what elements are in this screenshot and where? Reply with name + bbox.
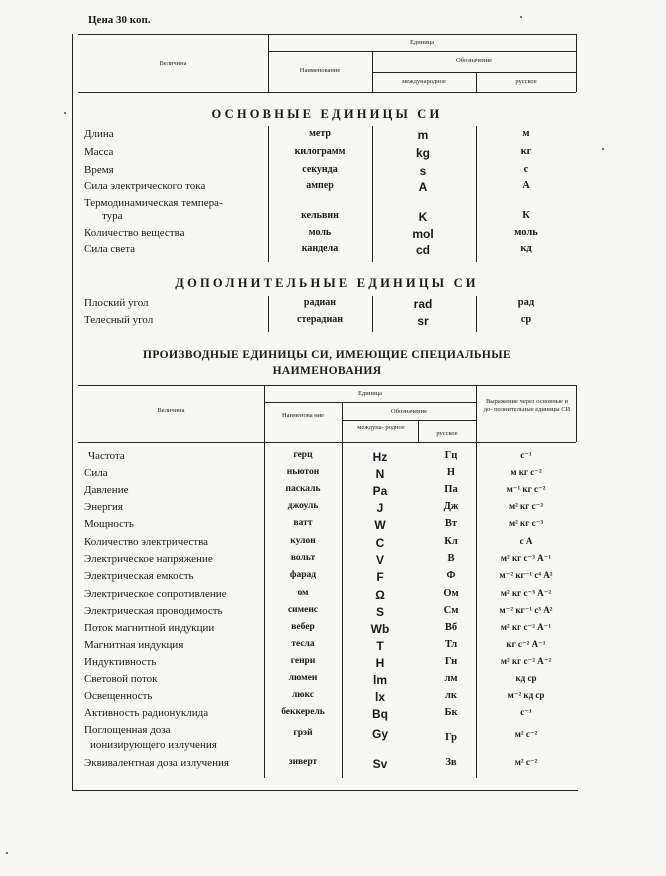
derived-row-intl: H [375,656,385,670]
base-row-intl: mol [412,227,434,241]
derived-row-intl: lx [374,690,385,704]
derived-header-unit: Единица [357,390,383,397]
extra-row-name: Телесный угол [84,314,154,326]
derived-row-expr: кг с⁻² А⁻¹ [506,639,546,649]
derived-row-equivalent-dose [78,757,576,773]
derived-row-expr: м⁻² кг⁻¹ с⁴ А² [499,570,553,580]
derived-row-unit: беккерель [281,707,325,717]
derived-row-intl: lm [372,673,387,687]
derived-row-unit: ватт [293,518,313,528]
derived-row-rus: Ф [446,570,456,581]
derived-row-name: Сила [84,467,108,479]
base-row-name: Термодинамическая темпера- [84,197,223,209]
base-row-unit: кандела [301,243,339,254]
derived-row-rus: См [443,605,459,616]
derived-row-rus: Ом [443,588,459,599]
base-row-luminous [78,243,576,259]
derived-row-intl: J [376,501,384,515]
extra-row-rus: ср [520,314,532,325]
base-row-name: Длина [84,128,114,140]
derived-row-name: Поток магнитной индукции [84,622,215,634]
derived-row-expr: м² кг с⁻³ [508,518,544,528]
derived-row-intl: Hz [372,450,388,464]
base-row-name: Время [84,164,114,176]
extra-row-name: Плоский угол [84,297,149,309]
derived-row-unit: вольт [290,553,316,563]
derived-header-expr: Выражение через основные и до- полнительные единицы СИ [483,398,571,413]
scan-speck [520,16,522,18]
derived-row-expr: м² кг с⁻³ А⁻² [500,588,552,598]
scan-speck [64,112,66,114]
derived-row-name: Количество электричества [84,536,208,548]
derived-row-expr: м⁻¹ кг с⁻² [506,484,546,494]
derived-row-unit: зиверт [288,757,318,767]
derived-row-intl: Sv [372,757,388,771]
derived-row-absorbed-dose-line2 [78,739,576,755]
derived-row-expr: м² кг с⁻³ А⁻¹ [500,553,552,563]
bottom-rule [72,790,578,791]
derived-row-rus: лм [444,673,458,684]
scan-speck [6,852,8,854]
derived-row-unit: джоуль [287,501,319,511]
derived-row-intl: S [375,605,384,619]
extra-row-rus: рад [517,297,535,308]
derived-header-top-border [78,385,576,386]
derived-row-expr: с⁻¹ [520,450,532,460]
base-row-unit: метр [309,128,331,139]
derived-row-intl: F [376,570,384,584]
derived-row-rus: Вт [444,518,458,529]
derived-row-rus: В [447,553,455,564]
derived-header-right [576,385,577,442]
base-row-rus: кг [520,146,532,157]
header-unit: Единица [409,39,435,46]
derived-row-rus: Гц [444,450,458,461]
derived-row-conductance [78,605,576,621]
header-rus: русское [515,78,537,85]
derived-row-rus: Гр [445,732,457,743]
derived-row-intl: Wb [370,622,390,636]
derived-row-unit: кулон [290,536,316,546]
derived-row-intl: V [375,553,384,567]
base-row-time [78,164,576,180]
derived-row-rus: Вб [444,622,458,633]
base-row-intl: m [417,128,429,142]
derived-row-intl: T [376,639,384,653]
base-row-temperature [78,210,576,226]
derived-row-absorbed-dose-line1 [78,724,576,743]
base-row-unit: ампер [306,180,334,191]
base-row-rus: моль [514,227,538,238]
derived-row-expr: с⁻¹ [520,707,532,717]
derived-row-intl: C [375,536,385,550]
base-row-current [78,180,576,196]
derived-row-unit: паскаль [285,484,321,494]
derived-header-col4 [476,385,477,442]
derived-row-unit: фарад [289,570,317,580]
base-row-unit: кельвин [301,210,339,221]
derived-row-name: Электрическая емкость [84,570,194,582]
base-row-name: Масса [84,146,114,158]
derived-row-name: Активность радионуклида [84,707,209,719]
derived-row-name: Магнитная индукция [84,639,184,651]
base-row-rus: с [523,164,529,175]
derived-designation-divider [342,420,476,421]
derived-unit-divider [264,402,476,403]
derived-row-name: Поглощенная доза [84,724,171,736]
base-row-intl: cd [415,243,430,257]
derived-row-expr: м⁻² кд ср [507,690,545,700]
derived-row-name: Энергия [84,501,123,513]
base-row-unit: секунда [302,164,338,175]
derived-row-unit: ом [297,588,309,598]
derived-row-inductance [78,656,576,672]
derived-row-name: Освещенность [84,690,153,702]
derived-row-unit: грэй [293,728,313,738]
base-row-rus: кд [520,243,532,254]
derived-row-name: Электрическое сопротивление [84,588,227,600]
derived-row-luminous-flux [78,673,576,689]
base-row-rus: А [522,180,530,191]
derived-row-intl: Bq [372,707,388,721]
derived-row-power [78,518,576,534]
derived-row-voltage [78,553,576,569]
derived-row-illuminance [78,690,576,706]
derived-row-rus: лк [445,690,457,701]
section-extra-title: ДОПОЛНИТЕЛЬНЫЕ ЕДИНИЦЫ СИ [175,276,479,290]
derived-row-unit: герц [293,450,313,460]
derived-row-unit: люмен [288,673,318,683]
derived-row-name: Световой поток [84,673,158,685]
derived-row-name: Давление [84,484,129,496]
header-top-border [78,34,576,35]
extra-row-unit: радиан [303,297,337,308]
derived-header-intl: междуна- родное [357,424,405,431]
base-row-name: Сила электрического тока [84,180,206,192]
extra-row-plane-angle [78,297,576,313]
section-base-title: ОСНОВНЫЕ ЕДИНИЦЫ СИ [211,107,443,121]
derived-row-name: Индуктивность [84,656,157,668]
header-quantity: Величина [159,60,187,67]
derived-header-designation: Обозначение [391,408,427,415]
derived-row-resistance [78,588,576,604]
derived-row-rus: Зв [445,757,457,768]
derived-row-frequency [78,450,576,466]
derived-row-expr: м² кг с⁻² А⁻¹ [500,622,552,632]
extra-row-intl: rad [413,297,433,311]
header-name: Наименование [299,67,341,74]
price-label: Цена 30 коп. [88,14,151,26]
base-row-name: Сила света [84,243,136,255]
base-row-intl: A [418,180,428,194]
derived-row-activity [78,707,576,723]
header-designation: Обозначение [456,57,492,64]
derived-row-expr: кд ср [515,673,537,683]
derived-row-intl: Gy [371,727,388,741]
derived-row-unit: тесла [291,639,315,649]
base-row-intl: s [419,164,427,178]
derived-row-intl: N [375,467,385,481]
derived-row-charge [78,536,576,552]
derived-row-pressure [78,484,576,500]
derived-row-intl: Pa [372,484,388,498]
header-intl: международное [402,78,446,85]
derived-row-name: Электрическое напряжение [84,553,213,565]
header-bottom-border [78,92,576,93]
extra-row-solid-angle [78,314,576,330]
derived-row-unit: генри [290,656,316,666]
derived-header-name: Наименова ние [281,412,325,419]
derived-row-rus: Кл [444,536,458,547]
derived-row-expr: м² кг с⁻² А⁻² [500,656,552,666]
derived-row-name: Электрическая проводимость [84,605,223,617]
derived-row-energy [78,501,576,517]
derived-row-magnetic-induction [78,639,576,655]
base-row-unit: моль [308,227,332,238]
derived-row-name: Частота [88,450,125,462]
derived-row-rus: Бк [444,707,458,718]
base-row-name: Количество вещества [84,227,185,239]
header-unit-divider [268,51,576,52]
base-row-rus: К [522,210,530,221]
base-row-intl: K [418,210,428,224]
extra-row-intl: sr [417,314,429,328]
extra-row-unit: стерадиан [297,314,343,325]
derived-row-unit: вебер [291,622,315,632]
derived-row-name: Мощность [84,518,134,530]
base-row-unit: килограмм [294,146,346,157]
derived-header-rus: русское [436,430,458,437]
derived-row-expr: с А [519,536,533,546]
derived-row-rus: Гн [444,656,458,667]
derived-row-magnetic-flux [78,622,576,638]
header-designation-divider [372,72,576,73]
base-row-mass [78,146,576,162]
derived-row-unit: сименс [287,605,319,615]
derived-row-rus: Дж [443,501,459,512]
derived-row-name-cont: ионизирующего излучения [90,739,217,751]
scan-speck [602,148,604,150]
derived-row-name: Эквивалентная доза излучения [84,757,229,769]
section-derived-title: ПРОИЗВОДНЫЕ ЕДИНИЦЫ СИ, ИМЕЮЩИЕ СПЕЦИАЛЬНЫЕ [142,349,512,361]
base-row-amount [78,227,576,243]
derived-row-unit: ньютон [286,467,320,477]
derived-row-expr: м⁻² кг⁻¹ с³ А² [499,605,553,615]
base-row-name-cont: тура [102,210,123,222]
derived-row-intl: W [374,518,386,532]
derived-row-expr: м кг с⁻² [510,467,542,477]
derived-row-capacitance [78,570,576,586]
header-right-border [576,34,577,92]
left-margin-rule [72,34,73,790]
derived-row-intl: Ω [375,588,385,602]
derived-row-rus: Н [446,467,456,478]
derived-row-rus: Тл [444,639,458,650]
base-row-rus: м [522,128,530,139]
derived-row-unit: люкс [291,690,315,700]
base-row-intl: kg [415,146,430,160]
derived-row-force [78,467,576,483]
base-row-length [78,128,576,144]
derived-header-quantity: Величина [157,407,185,414]
derived-row-expr: м² с⁻² [514,757,538,767]
derived-row-expr: м² кг с⁻² [508,501,544,511]
derived-row-expr: м² с⁻² [514,729,538,739]
section-derived-title-line2: НАИМЕНОВАНИЯ [272,365,382,377]
derived-header-bottom-border [78,442,576,443]
derived-row-rus: Па [444,484,458,495]
